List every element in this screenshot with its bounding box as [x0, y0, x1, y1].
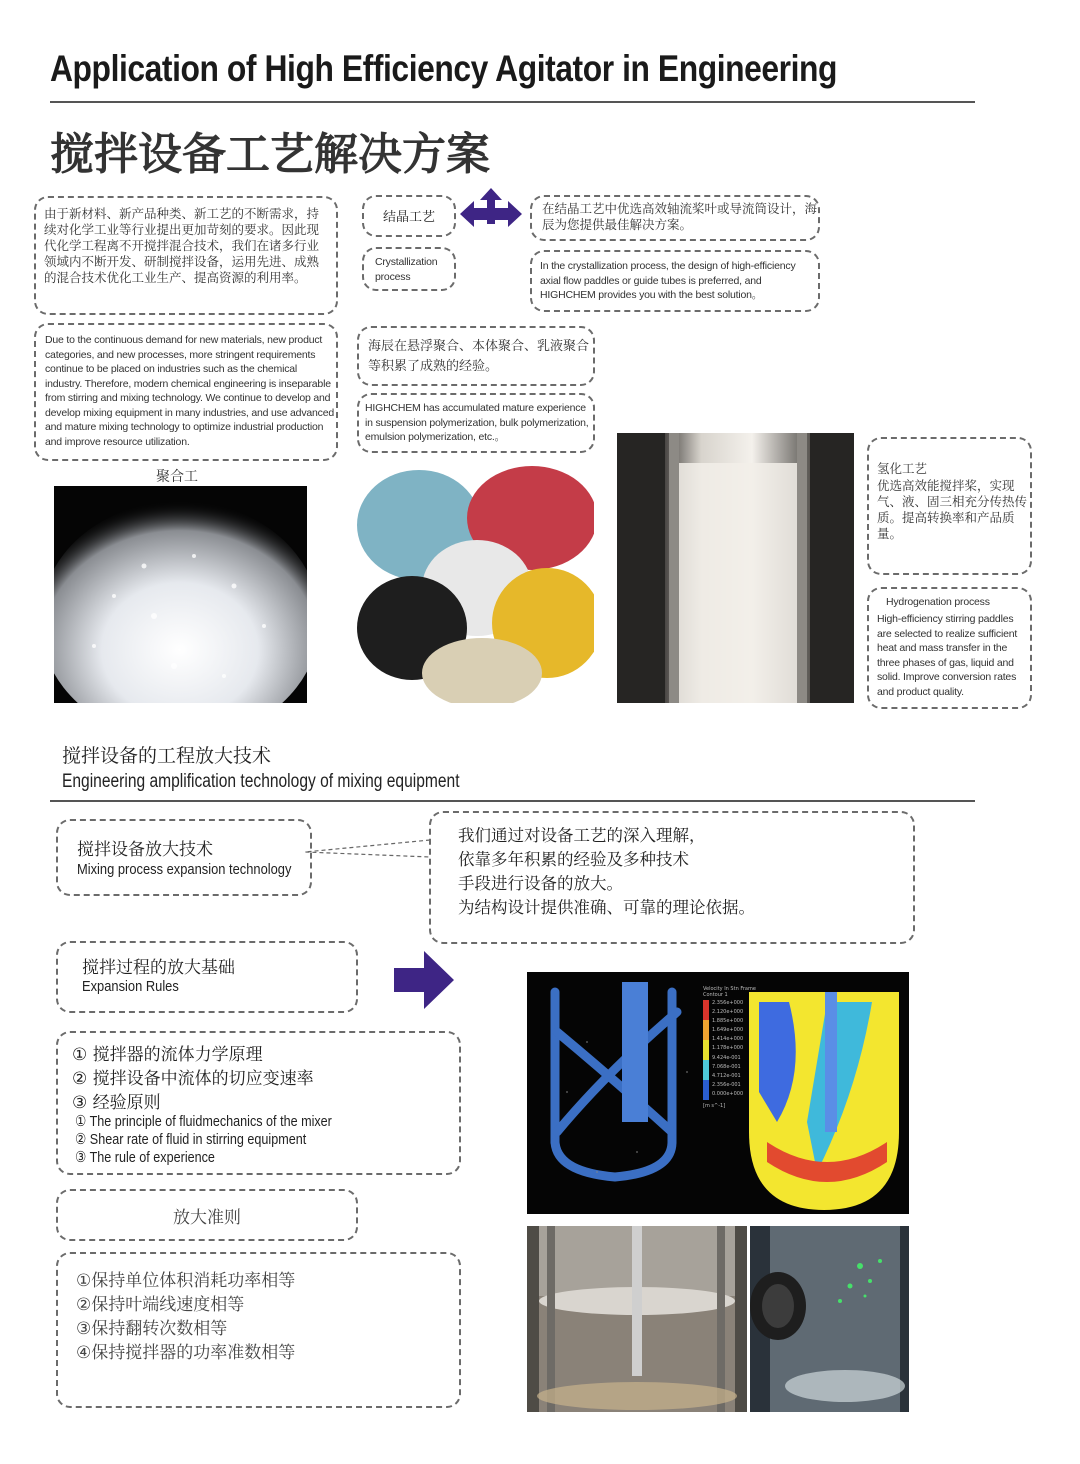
hydrogenation-en-title: Hydrogenation process: [886, 596, 990, 608]
expansion-desc-line-4: 为结构设计提供准确、可靠的理论依据。: [458, 898, 755, 917]
principle-cn-3: ③ 经验原则: [72, 1093, 161, 1113]
cfd-legend-title: Velocity In Stn Frame Contour 1: [703, 986, 756, 998]
hydrogenation-cn-desc: 优选高效能搅拌桨，实现气、液、固三相充分传热传质。提高转换率和产品质量。: [877, 478, 1028, 541]
cfd-legend-value: 1.885e+000: [712, 1018, 744, 1025]
page-title-cn: 搅拌设备工艺解决方案: [50, 129, 490, 180]
crystallization-label-en: Crystallization process: [375, 256, 438, 283]
cfd-legend-value: 1.178e+000: [712, 1045, 744, 1052]
criteria-item-2: ②保持叶端线速度相等: [76, 1295, 245, 1315]
expansion-desc-line-1: 我们通过对设备工艺的深入理解，: [458, 826, 706, 845]
polymerization-desc-en: HIGHCHEM has accumulated mature experience in suspension polymerization, bulk polymerization, emulsion polymerization, etc.。: [365, 402, 589, 443]
expansion-desc-line-3: 手段进行设备的放大。: [458, 874, 623, 893]
cfd-legend-value: 1.649e+000: [712, 1027, 744, 1034]
cfd-legend-value: 0.000e+000: [712, 1090, 744, 1097]
principle-en-2: ② Shear rate of fluid in stirring equipment: [75, 1131, 307, 1148]
intro-cn-text: 由于新材料、新产品种类、新工艺的不断需求，持续对化学工业等行业提出更加苛刻的要求。因此现代化学工程离不开搅拌混合技术，我们在诸多行业领域内不断开发、研制搅拌设备，运用先进、成熟的混合技术优化工业生产、提高资源的利用率。: [44, 206, 320, 285]
crystallization-label-cn: 结晶工艺: [382, 210, 435, 225]
right-arrow-icon: [392, 948, 456, 1012]
plastic-pellets-photo: [357, 463, 594, 703]
cfd-legend-values: [712, 999, 743, 1099]
cfd-legend-value: 2.356e+000: [712, 1000, 744, 1006]
four-way-arrow-icon: [458, 186, 524, 238]
crystal-photo: [54, 486, 307, 703]
cfd-simulation-image: [527, 972, 909, 1214]
criteria-item-4: ④保持搅拌器的功率准数相等: [76, 1343, 296, 1363]
hydrogenation-en-desc: High-efficiency stirring paddles are selected to realize sufficient heat and mass transfer in the three phases of gas, liquid and solid. Improve conversion rates and product quality.: [877, 613, 1018, 698]
expansion-rules-en: Expansion Rules: [82, 978, 179, 995]
section2-title-cn: 搅拌设备的工程放大技术: [62, 745, 272, 767]
cfd-legend-value: 9.424e-001: [712, 1054, 741, 1061]
criteria-title: 放大准则: [173, 1208, 241, 1228]
intro-en-text: Due to the continuous demand for new materials, new product categories, and new processes, more stringent requirements continue to be placed on industries such as the chemical industry. Therefore, modern chemical engineering is inseparable from stirring and mixing technology. We continue to develop and develop mixing equipment in many industries, and use advanced and mature mixing technology to optimize industrial production and improve resource utilization.: [45, 334, 334, 448]
expansion-desc-line-2: 依靠多年积累的经验及多种技术: [458, 850, 689, 869]
principle-cn-1: ① 搅拌器的流体力学原理: [72, 1045, 263, 1065]
criteria-item-3: ③保持翻转次数相等: [76, 1319, 228, 1339]
expansion-rules-cn: 搅拌过程的放大基础: [82, 958, 235, 978]
hydrogenation-vessel-photo: [617, 433, 854, 703]
cfd-legend-value: 4.712e-001: [712, 1072, 741, 1079]
expansion-tech-en: Mixing process expansion technology: [77, 861, 292, 878]
callout-connector: [300, 835, 440, 865]
laser-flow-photo: [750, 1226, 909, 1412]
page-title-en: Application of High Efficiency Agitator in Engineering: [50, 48, 838, 89]
header-divider: [50, 101, 975, 103]
mixing-tank-photo: [527, 1226, 747, 1412]
cfd-legend-value: 2.120e+000: [712, 1009, 744, 1016]
cfd-legend-value: 7.068e-001: [712, 1063, 741, 1070]
criteria-item-1: ①保持单位体积消耗功率相等: [76, 1271, 296, 1291]
cfd-legend-unit: [m s^-1]: [703, 1103, 726, 1109]
section2-divider: [50, 800, 975, 802]
polymerization-desc-cn: 海辰在悬浮聚合、本体聚合、乳液聚合等积累了成熟的经验。: [368, 339, 590, 374]
section2-title-en: Engineering amplification technology of mixing equipment: [62, 771, 460, 792]
crystallization-desc-en: In the crystallization process, the design of high-efficiency axial flow paddles or guide tubes is preferred, and HIGHCHEM provides you with the best solution。: [540, 260, 796, 301]
hydrogenation-cn-title: 氢化工艺: [877, 461, 928, 476]
polymerization-label: 聚合工: [156, 469, 198, 485]
cfd-legend-value: 1.414e+000: [712, 1036, 744, 1043]
expansion-tech-cn: 搅拌设备放大技术: [77, 840, 213, 860]
principle-en-1: ① The principle of fluidmechanics of the mixer: [75, 1113, 332, 1130]
principle-cn-2: ② 搅拌设备中流体的切应变速率: [72, 1069, 314, 1089]
cfd-legend-value: 2.356e-001: [712, 1081, 741, 1088]
crystallization-desc-cn: 在结晶工艺中优选高效轴流桨叶或导流筒设计，海辰为您提供最佳解决方案。: [542, 201, 818, 232]
principle-en-3: ③ The rule of experience: [75, 1149, 215, 1166]
